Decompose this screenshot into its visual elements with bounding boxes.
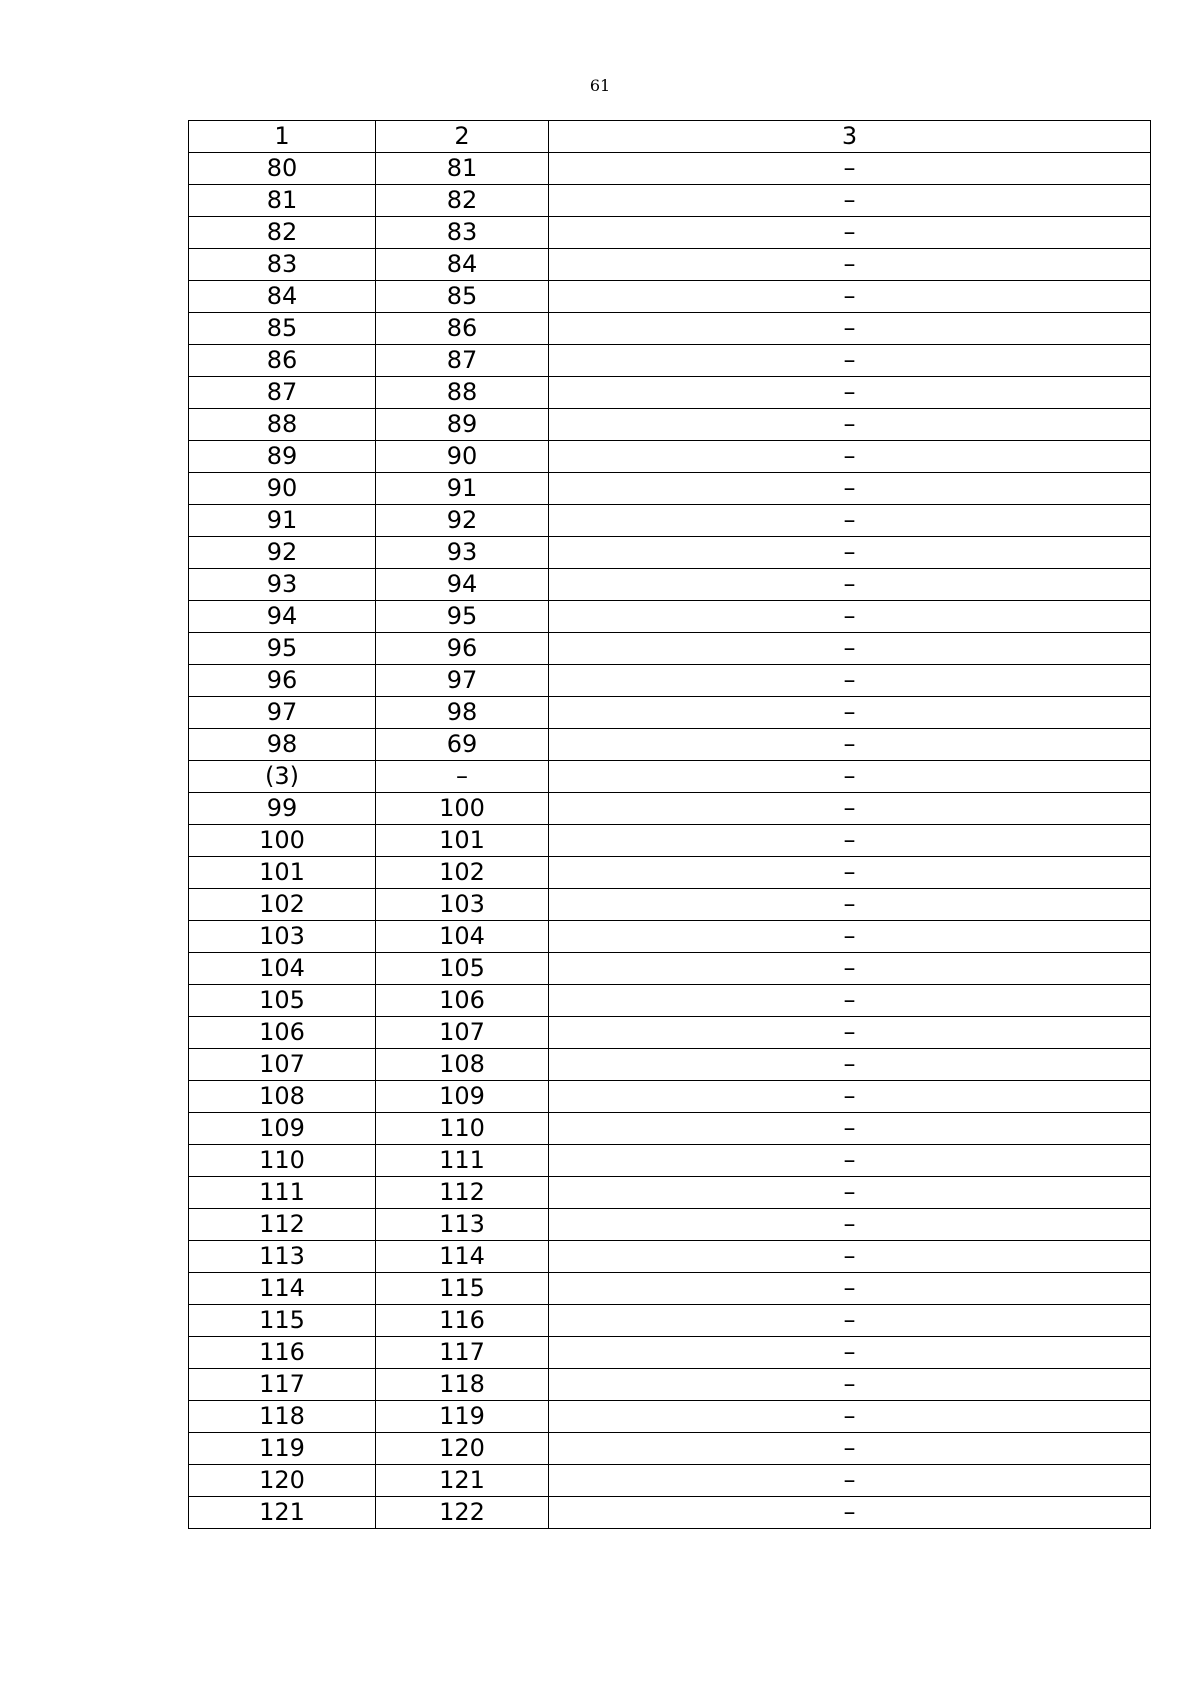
table-cell: – xyxy=(549,1465,1151,1497)
table-row xyxy=(189,345,1151,377)
table-cell: – xyxy=(549,1081,1151,1113)
table-cell: 84 xyxy=(376,249,549,281)
table-row xyxy=(189,441,1151,473)
table-cell: – xyxy=(549,633,1151,665)
table-cell: 89 xyxy=(376,409,549,441)
table-row xyxy=(189,313,1151,345)
table-row xyxy=(189,1401,1151,1433)
table-cell: 95 xyxy=(376,601,549,633)
table-cell: (3) xyxy=(189,761,376,793)
table-cell: 102 xyxy=(189,889,376,921)
table-cell: – xyxy=(549,569,1151,601)
table-cell: – xyxy=(549,1113,1151,1145)
table-cell: 120 xyxy=(376,1433,549,1465)
table-cell: 117 xyxy=(376,1337,549,1369)
table-cell: 93 xyxy=(189,569,376,601)
table-cell: – xyxy=(549,409,1151,441)
table-cell: – xyxy=(549,1305,1151,1337)
table-cell: – xyxy=(549,793,1151,825)
table-row xyxy=(189,889,1151,921)
table-row xyxy=(189,1305,1151,1337)
table-row xyxy=(189,1337,1151,1369)
table-row xyxy=(189,633,1151,665)
table-cell: 99 xyxy=(189,793,376,825)
table-row xyxy=(189,1497,1151,1529)
table-cell: 92 xyxy=(376,505,549,537)
table-row xyxy=(189,153,1151,185)
table-cell: 105 xyxy=(376,953,549,985)
table-row xyxy=(189,1369,1151,1401)
table-cell: 103 xyxy=(189,921,376,953)
table-cell: – xyxy=(549,601,1151,633)
table-row xyxy=(189,1209,1151,1241)
table-cell: 95 xyxy=(189,633,376,665)
table-cell: 102 xyxy=(376,857,549,889)
table-cell: 106 xyxy=(189,1017,376,1049)
table-row xyxy=(189,281,1151,313)
table-cell: – xyxy=(549,1017,1151,1049)
table-cell: 107 xyxy=(376,1017,549,1049)
table-cell: 98 xyxy=(189,729,376,761)
table-cell: 116 xyxy=(376,1305,549,1337)
table-row xyxy=(189,761,1151,793)
table-cell: 85 xyxy=(189,313,376,345)
table-cell: – xyxy=(549,697,1151,729)
table-cell: 115 xyxy=(189,1305,376,1337)
table-cell: 91 xyxy=(189,505,376,537)
table-row xyxy=(189,601,1151,633)
table-row xyxy=(189,921,1151,953)
table-cell: – xyxy=(549,889,1151,921)
table-cell: 80 xyxy=(189,153,376,185)
table-cell: – xyxy=(549,217,1151,249)
table-row xyxy=(189,185,1151,217)
table-row xyxy=(189,377,1151,409)
table-cell: 113 xyxy=(376,1209,549,1241)
table-row xyxy=(189,1273,1151,1305)
table-cell: – xyxy=(549,1273,1151,1305)
column-header: 1 xyxy=(189,121,376,153)
table-cell: 118 xyxy=(189,1401,376,1433)
table-cell: 111 xyxy=(376,1145,549,1177)
table-cell: 110 xyxy=(189,1145,376,1177)
table-row xyxy=(189,1049,1151,1081)
table-cell: – xyxy=(549,1145,1151,1177)
table-cell: 93 xyxy=(376,537,549,569)
table-cell: – xyxy=(549,1209,1151,1241)
table-cell: – xyxy=(549,921,1151,953)
table-cell: 85 xyxy=(376,281,549,313)
table-row xyxy=(189,537,1151,569)
table-cell: 109 xyxy=(189,1113,376,1145)
table-cell: 87 xyxy=(376,345,549,377)
table-cell: – xyxy=(549,345,1151,377)
table-row xyxy=(189,665,1151,697)
table-cell: 98 xyxy=(376,697,549,729)
table-cell: – xyxy=(549,1369,1151,1401)
table-row xyxy=(189,953,1151,985)
table-cell: 87 xyxy=(189,377,376,409)
table-cell: 108 xyxy=(189,1081,376,1113)
table-cell: 119 xyxy=(376,1401,549,1433)
table-cell: 94 xyxy=(376,569,549,601)
table-row xyxy=(189,1113,1151,1145)
table-cell: 81 xyxy=(189,185,376,217)
table-cell: 86 xyxy=(189,345,376,377)
table-cell: – xyxy=(549,505,1151,537)
table-cell: 112 xyxy=(376,1177,549,1209)
table-cell: 114 xyxy=(376,1241,549,1273)
table-cell: 90 xyxy=(376,441,549,473)
table-row xyxy=(189,1241,1151,1273)
table-cell: 84 xyxy=(189,281,376,313)
table-cell: – xyxy=(549,729,1151,761)
table-cell: 110 xyxy=(376,1113,549,1145)
table-cell: 86 xyxy=(376,313,549,345)
table-cell: 119 xyxy=(189,1433,376,1465)
table-cell: 82 xyxy=(189,217,376,249)
table-cell: 92 xyxy=(189,537,376,569)
table-cell: 97 xyxy=(189,697,376,729)
table-row xyxy=(189,569,1151,601)
table-cell: 116 xyxy=(189,1337,376,1369)
table-cell: – xyxy=(549,825,1151,857)
data-table xyxy=(188,120,1151,1529)
table-cell: 106 xyxy=(376,985,549,1017)
table-cell: 117 xyxy=(189,1369,376,1401)
table-cell: 105 xyxy=(189,985,376,1017)
table-cell: 107 xyxy=(189,1049,376,1081)
table-cell: 104 xyxy=(376,921,549,953)
table-cell: 88 xyxy=(189,409,376,441)
table-cell: 82 xyxy=(376,185,549,217)
table-cell: 115 xyxy=(376,1273,549,1305)
column-header: 3 xyxy=(549,121,1151,153)
table-cell: – xyxy=(549,377,1151,409)
table-row xyxy=(189,729,1151,761)
table-cell: – xyxy=(549,249,1151,281)
table-cell: – xyxy=(376,761,549,793)
table-cell: – xyxy=(549,1241,1151,1273)
table-cell: – xyxy=(549,313,1151,345)
table-row xyxy=(189,1465,1151,1497)
table-cell: 96 xyxy=(376,633,549,665)
table-cell: – xyxy=(549,441,1151,473)
page-number: 61 xyxy=(589,76,611,95)
table-body xyxy=(189,121,1151,1529)
table-row xyxy=(189,473,1151,505)
table-row xyxy=(189,1177,1151,1209)
table-cell: 103 xyxy=(376,889,549,921)
table-cell: 91 xyxy=(376,473,549,505)
table-row xyxy=(189,249,1151,281)
table-cell: 97 xyxy=(376,665,549,697)
table-cell: 83 xyxy=(189,249,376,281)
table-row xyxy=(189,1433,1151,1465)
table-row xyxy=(189,1017,1151,1049)
table-cell: 118 xyxy=(376,1369,549,1401)
table-cell: 120 xyxy=(189,1465,376,1497)
column-header: 2 xyxy=(376,121,549,153)
table-cell: – xyxy=(549,1177,1151,1209)
table-cell: – xyxy=(549,1401,1151,1433)
table-cell: 90 xyxy=(189,473,376,505)
table-cell: 101 xyxy=(376,825,549,857)
table-cell: 88 xyxy=(376,377,549,409)
table-row xyxy=(189,1145,1151,1177)
table-cell: 122 xyxy=(376,1497,549,1529)
table-cell: 81 xyxy=(376,153,549,185)
table-cell: – xyxy=(549,153,1151,185)
table-cell: 112 xyxy=(189,1209,376,1241)
table-row xyxy=(189,985,1151,1017)
table-cell: 109 xyxy=(376,1081,549,1113)
table-cell: – xyxy=(549,857,1151,889)
table-cell: 114 xyxy=(189,1273,376,1305)
table-cell: 111 xyxy=(189,1177,376,1209)
table-cell: 104 xyxy=(189,953,376,985)
table-cell: – xyxy=(549,665,1151,697)
table-cell: – xyxy=(549,473,1151,505)
table-row xyxy=(189,1081,1151,1113)
table-cell: – xyxy=(549,537,1151,569)
table-cell: 100 xyxy=(376,793,549,825)
table-row xyxy=(189,857,1151,889)
table-row xyxy=(189,409,1151,441)
table-cell: 113 xyxy=(189,1241,376,1273)
table-cell: – xyxy=(549,985,1151,1017)
table-row xyxy=(189,793,1151,825)
table-cell: 100 xyxy=(189,825,376,857)
table-cell: – xyxy=(549,1337,1151,1369)
table-cell: – xyxy=(549,1497,1151,1529)
table-cell: 94 xyxy=(189,601,376,633)
table-cell: – xyxy=(549,185,1151,217)
table-cell: 121 xyxy=(189,1497,376,1529)
table-cell: 89 xyxy=(189,441,376,473)
table-header-row xyxy=(189,121,1151,153)
table-cell: 101 xyxy=(189,857,376,889)
table-cell: – xyxy=(549,1433,1151,1465)
table-cell: – xyxy=(549,761,1151,793)
table-row xyxy=(189,217,1151,249)
table-cell: 96 xyxy=(189,665,376,697)
table-cell: – xyxy=(549,953,1151,985)
table-row xyxy=(189,697,1151,729)
table-cell: – xyxy=(549,281,1151,313)
table-cell: 69 xyxy=(376,729,549,761)
table-cell: 83 xyxy=(376,217,549,249)
table-cell: – xyxy=(549,1049,1151,1081)
table-row xyxy=(189,825,1151,857)
table-cell: 108 xyxy=(376,1049,549,1081)
table-cell: 121 xyxy=(376,1465,549,1497)
table-row xyxy=(189,505,1151,537)
